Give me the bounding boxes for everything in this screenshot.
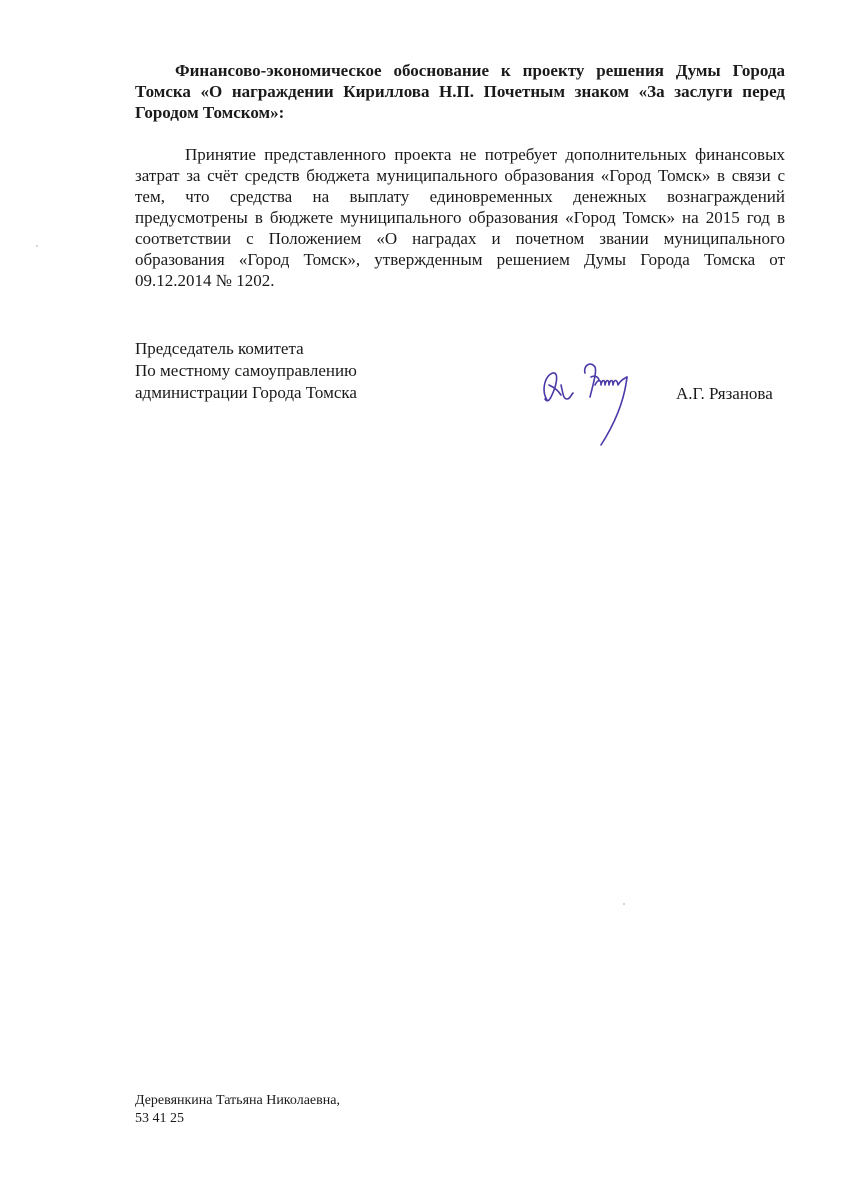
signer-position-line: Председатель комитета (135, 339, 304, 358)
signer-position-line: администрации Города Томска (135, 383, 357, 402)
executor-phone: 53 41 25 (135, 1111, 184, 1126)
signer-position-line: По местному самоуправлению (135, 361, 357, 380)
executor-name: Деревянкина Татьяна Николаевна, (135, 1093, 340, 1108)
scan-speck (36, 245, 38, 247)
signer-position (135, 338, 435, 404)
document-title: Финансово-экономическое обоснование к проекту решения Думы Города Томска «О награждении Кириллова Н.П. Почетным знаком «За заслуги перед Городом Томском»: (135, 61, 785, 122)
signer-name: А.Г. Рязанова (676, 384, 773, 403)
executor-contact (135, 1092, 340, 1128)
handwritten-signature (535, 355, 660, 450)
scan-speck (623, 903, 625, 905)
document-body: Принятие представленного проекта не потребует дополнительных финансовых затрат за счёт средств бюджета муниципального образования «Город Томск» в связи с тем, что средства на выплату единовременных денежных вознаграждений предусмотрены в бюджете муниципального образования «Город Томск» на 2015 год в соответствии с Положением «О наградах и почетном звании муниципального образования «Город Томск», утвержденным решением Думы Города Томска от 09.12.2014 № 1202. (135, 145, 785, 290)
